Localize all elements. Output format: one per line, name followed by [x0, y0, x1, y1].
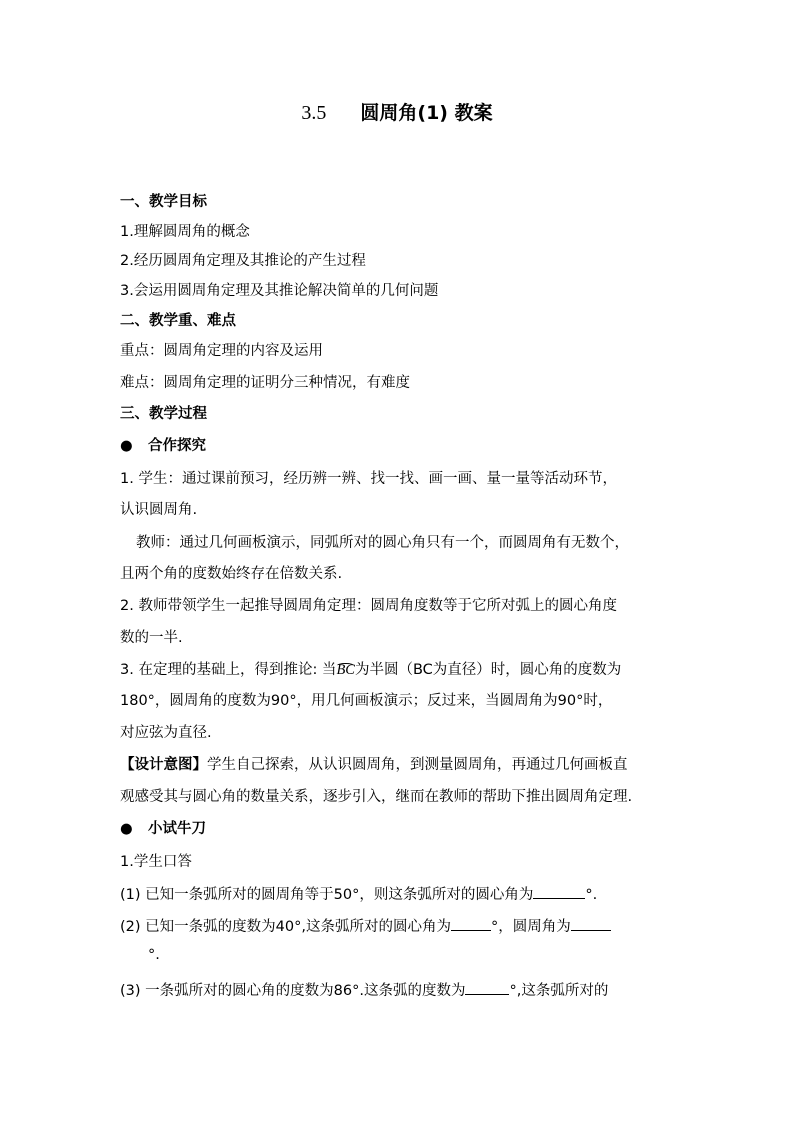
goal-item-1: 1.理解圆周角的概念 [120, 224, 250, 240]
bullet-cooperative-explore [120, 436, 206, 456]
bullet-label: 小试牛刀 [148, 821, 206, 837]
question-3 [120, 980, 608, 1001]
section-heading-key-points: 二、教学重、难点 [120, 313, 236, 329]
goal-item-3: 3.会运用圆周角定理及其推论解决简单的几何问题 [120, 283, 439, 299]
paragraph-2-line-1: 2. 教师带领学生一起推导圆周角定理：圆周角度数等于它所对弧上的圆心角度 [120, 598, 617, 614]
title-text: 圆周角(1) 教案 [360, 102, 493, 124]
paragraph-1-line-1: 1. 学生：通过课前预习，经历辨一辨、找一找、画一画、量一量等活动环节， [120, 471, 617, 487]
goal-item-2: 2.经历圆周角定理及其推论的产生过程 [120, 253, 366, 269]
question-2-continuation: °. [148, 947, 160, 963]
bullet-dot-icon: ● [120, 438, 133, 454]
design-intent-line-2: 观感受其与圆心角的数量关系，逐步引入，继而在教师的帮助下推出圆周角定理. [120, 789, 633, 805]
question-1 [120, 884, 597, 905]
question-3-text: (3) 一条弧所对的圆心角的度数为86°.这条弧的度数为 [120, 983, 466, 999]
question-3-text-end: °,这条弧所对的 [509, 983, 609, 999]
question-2 [120, 916, 611, 937]
question-1-unit: °. [585, 887, 598, 903]
answer-blank [571, 916, 611, 931]
title-number: 3.5 [301, 102, 327, 124]
difficult-point: 难点：圆周角定理的证明分三种情况，有难度 [120, 375, 410, 391]
paragraph-3-text: 3. 在定理的基础上，得到推论: 当 [120, 662, 337, 678]
paragraph-3-line-1 [120, 660, 621, 680]
bullet-practice [120, 819, 206, 839]
page-title [0, 98, 794, 125]
paragraph-1-line-2: 认识圆周角. [120, 502, 198, 518]
section-heading-process: 三、教学过程 [120, 406, 207, 422]
question-2-text-mid: °，圆周角为 [490, 919, 571, 935]
paragraph-1-line-4: 且两个角的度数始终存在倍数关系. [120, 566, 343, 582]
design-intent-label: 【设计意图】 [120, 757, 207, 773]
question-1-text: (1) 已知一条弧所对的圆周角等于50°，则这条弧所对的圆心角为 [120, 887, 534, 903]
design-intent-text: 学生自己探索，从认识圆周角，到测量圆周角，再通过几何画板直 [207, 757, 628, 773]
oral-answer-title: 1.学生口答 [120, 854, 192, 870]
paragraph-3-line-2: 180°，圆周角的度数为90°，用几何画板演示；反过来，当圆周角为90°时， [120, 693, 613, 709]
paragraph-2-line-2: 数的一半. [120, 630, 183, 646]
answer-blank [451, 916, 491, 931]
paragraph-3-line-3: 对应弦为直径. [120, 725, 212, 741]
paragraph-3-text-cont: 为半圆（BC为直径）时，圆心角的度数为 [354, 662, 622, 678]
key-point: 重点：圆周角定理的内容及运用 [120, 343, 323, 359]
paragraph-1-line-3: 教师：通过几何画板演示，同弧所对的圆心角只有一个，而圆周角有无数个， [136, 535, 629, 551]
bullet-dot-icon: ● [120, 821, 133, 837]
bullet-label: 合作探究 [148, 438, 206, 454]
question-2-text: (2) 已知一条弧的度数为40°,这条弧所对的圆心角为 [120, 919, 451, 935]
section-heading-goals: 一、教学目标 [120, 194, 207, 210]
answer-blank [533, 884, 585, 899]
answer-blank [465, 980, 509, 995]
design-intent-line-1 [120, 755, 628, 775]
arc-bc-symbol: BC [336, 662, 355, 678]
